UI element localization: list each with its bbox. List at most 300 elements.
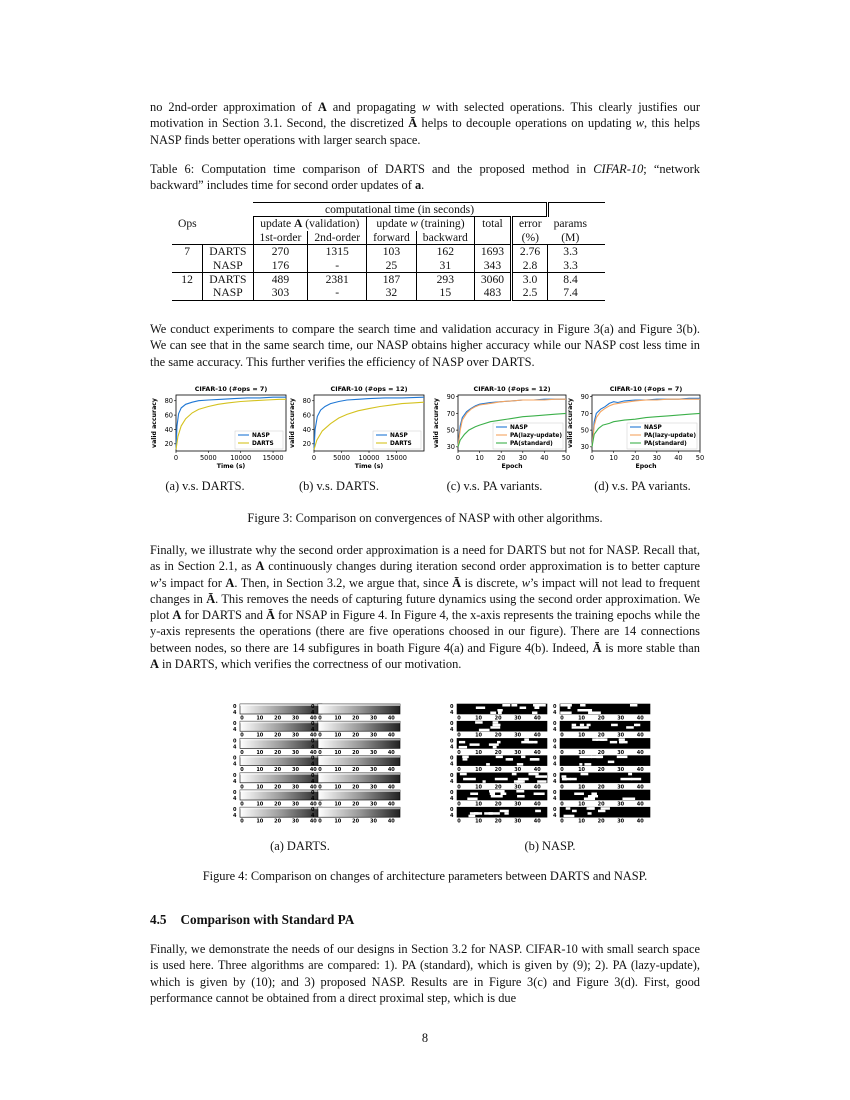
cell-method: NASP <box>203 286 253 300</box>
heatmap-y-tick: 4 <box>233 710 237 716</box>
heatmap-y-tick: 0 <box>233 738 237 745</box>
heatmap-x-tick: 40 <box>636 767 644 774</box>
heatmap-y-tick: 0 <box>311 772 315 779</box>
heatmap-x-tick: 40 <box>387 749 395 756</box>
heatmap-y-tick: 4 <box>311 796 315 802</box>
heatmap-x-tick: 0 <box>560 749 564 756</box>
cell-first: 303 <box>253 286 308 300</box>
y-axis-label: valid accuracy <box>567 398 574 448</box>
heatmap-panel <box>457 721 547 731</box>
y-tick-label: 40 <box>164 425 173 434</box>
chart-title: CIFAR-10 (#ops = 7) <box>609 385 683 393</box>
heatmap-x-tick: 20 <box>352 818 360 825</box>
heatmap-x-tick: 40 <box>387 767 395 774</box>
x-tick-label: 5000 <box>199 454 217 462</box>
fig4-subcaption-b: (b) NASP. <box>524 839 576 853</box>
cell-ops <box>172 286 203 300</box>
heatmap-x-tick: 10 <box>256 767 264 774</box>
heatmap-y-tick: 4 <box>311 727 315 734</box>
cell-total: 483 <box>474 286 511 300</box>
heatmap-x-tick: 10 <box>475 801 483 808</box>
cell-backward: 162 <box>416 245 474 259</box>
heatmap-x-tick: 0 <box>457 732 461 739</box>
heatmap-y-tick: 4 <box>233 778 237 785</box>
heatmap-cell <box>500 810 509 813</box>
x-tick-label: 30 <box>652 454 661 462</box>
heatmap-x-tick: 20 <box>352 767 360 774</box>
y-tick-label: 80 <box>164 397 173 406</box>
cell-method: DARTS <box>203 245 253 259</box>
y-tick-label: 20 <box>302 440 311 449</box>
heatmap-cell <box>563 815 574 818</box>
col-update-w: update w (training) <box>367 217 475 231</box>
cell-total: 3060 <box>474 273 511 287</box>
y-tick-label: 30 <box>580 443 589 452</box>
heatmap-x-tick: 40 <box>387 801 395 808</box>
heatmap-x-tick: 40 <box>636 818 644 825</box>
heatmap-cell <box>475 721 483 724</box>
heatmap-x-tick: 0 <box>560 767 564 774</box>
heatmap-cell <box>591 793 596 796</box>
heatmap-x-tick: 20 <box>274 715 282 722</box>
heatmap-x-tick: 20 <box>352 715 360 722</box>
heatmap-y-tick: 0 <box>233 721 237 728</box>
heatmap-band <box>240 756 322 758</box>
heatmap-y-tick: 0 <box>233 704 237 710</box>
x-axis-label: Epoch <box>501 463 523 470</box>
x-axis-label: Time (s) <box>216 463 246 470</box>
heatmap-cell <box>632 778 642 781</box>
heatmap-x-tick: 20 <box>274 767 282 774</box>
heatmap-cell <box>588 712 601 715</box>
x-tick-label: 0 <box>311 454 317 462</box>
heatmap-y-tick: 4 <box>233 727 237 734</box>
sub-forward: forward <box>367 231 417 245</box>
y-tick-label: 70 <box>446 409 455 418</box>
heatmap-x-tick: 0 <box>457 767 461 774</box>
x-tick-label: 15000 <box>386 454 407 462</box>
heatmap-cell <box>497 709 502 712</box>
x-tick-label: 15000 <box>262 454 284 462</box>
heatmap-x-tick: 0 <box>457 818 461 825</box>
heatmap-cell <box>626 726 634 729</box>
cell-backward: 15 <box>416 286 474 300</box>
heatmap-x-tick: 40 <box>533 818 541 825</box>
heatmap-x-tick: 20 <box>597 767 605 774</box>
heatmap-y-tick: 0 <box>450 755 454 762</box>
cell-params: 3.3 <box>563 245 578 259</box>
heatmap-cell <box>500 793 506 796</box>
heatmap-band <box>240 721 322 723</box>
heatmap-y-tick: 0 <box>553 790 557 796</box>
x-tick-label: 0 <box>173 454 179 462</box>
heatmap-cell <box>572 724 576 727</box>
heatmap-x-tick: 20 <box>494 715 502 722</box>
heatmap-x-tick: 10 <box>256 715 264 722</box>
heatmap-cell <box>498 712 502 715</box>
heatmap-y-tick: 0 <box>553 704 557 710</box>
heatmap-x-tick: 30 <box>617 767 625 774</box>
y-tick-label: 40 <box>302 425 311 434</box>
table-row <box>172 286 605 300</box>
heatmap-x-tick: 0 <box>240 767 244 774</box>
sub-second: 2nd-order <box>308 231 367 245</box>
heatmap-x-tick: 0 <box>457 784 461 791</box>
cell-second: - <box>308 286 367 300</box>
heatmap-x-tick: 30 <box>514 749 522 756</box>
chart-d <box>566 383 704 475</box>
heatmap-x-tick: 0 <box>560 818 564 825</box>
heatmap-x-tick: 10 <box>578 767 586 774</box>
heatmap-cell <box>584 798 595 801</box>
heatmap-x-tick: 20 <box>274 732 282 739</box>
heatmap-y-tick: 4 <box>311 761 315 768</box>
heatmap-x-tick: 0 <box>560 732 564 739</box>
heatmap-cell <box>518 778 529 781</box>
y-tick-label: 50 <box>446 426 455 435</box>
heatmap-x-tick: 30 <box>617 732 625 739</box>
table-row <box>172 259 605 273</box>
heatmap-y-tick: 0 <box>450 738 454 745</box>
heatmap-band <box>318 756 400 758</box>
heatmap-x-tick: 20 <box>597 784 605 791</box>
heatmap-x-tick: 10 <box>578 784 586 791</box>
heatmap-y-tick: 0 <box>450 772 454 779</box>
heatmap-cell <box>493 721 499 724</box>
chart-b <box>288 383 428 475</box>
x-tick-label: 20 <box>497 454 506 462</box>
header-group: computational time (in seconds) <box>253 203 548 217</box>
heatmap-band <box>240 807 322 809</box>
heatmap-band <box>240 773 322 775</box>
heatmap-y-tick: 0 <box>311 755 315 762</box>
heatmap-cell <box>571 778 577 781</box>
heatmap-x-tick: 30 <box>617 749 625 756</box>
heatmap-y-tick: 4 <box>311 710 315 716</box>
heatmap-x-tick: 30 <box>369 732 377 739</box>
heatmap-x-tick: 30 <box>291 784 299 791</box>
unit-error: (%) <box>521 230 539 244</box>
heatmap-x-tick: 20 <box>352 784 360 791</box>
heatmap-x-tick: 0 <box>560 715 564 722</box>
heatmap-y-tick: 0 <box>233 772 237 779</box>
heatmap-cell <box>611 724 618 727</box>
heatmap-x-tick: 30 <box>369 801 377 808</box>
heatmap-x-tick: 20 <box>597 732 605 739</box>
heatmap-x-tick: 40 <box>533 767 541 774</box>
cell-forward: 25 <box>367 259 417 273</box>
unit-params: (M) <box>561 230 580 244</box>
heatmap-x-tick: 10 <box>475 818 483 825</box>
heatmap-cell <box>520 707 527 710</box>
heatmap-cell <box>560 704 569 707</box>
cell-forward: 103 <box>367 245 417 259</box>
heatmap-cell <box>574 793 584 796</box>
heatmap-cell <box>511 704 517 707</box>
x-tick-label: 40 <box>674 454 683 462</box>
heatmap-y-tick: 0 <box>233 807 237 814</box>
heatmap-cell <box>517 795 525 798</box>
heatmap-x-tick: 0 <box>457 749 461 756</box>
heatmap-x-tick: 10 <box>475 767 483 774</box>
heatmap-x-tick: 0 <box>240 818 244 825</box>
heatmap-x-tick: 20 <box>352 732 360 739</box>
heatmap-x-tick: 30 <box>291 767 299 774</box>
intro-paragraph: no 2nd-order approximation of A and propagating w with selected operations. This clearly justifies our motivation in Section 3.1. Second, the discretized Ā helps to decouple operations on updating w, this helps NASP finds better operations with larger search space. <box>150 100 700 147</box>
heatmap-x-tick: 20 <box>597 818 605 825</box>
cell-total: 1693 <box>474 245 511 259</box>
heatmap-y-tick: 4 <box>450 778 454 785</box>
heatmap-band <box>318 738 400 740</box>
heatmap-x-tick: 0 <box>457 715 461 722</box>
heatmap-cell <box>601 807 610 810</box>
heatmap-y-tick: 4 <box>553 744 557 751</box>
heatmap-y-tick: 4 <box>450 813 454 820</box>
cell-method: DARTS <box>203 273 253 287</box>
heatmap-x-tick: 30 <box>617 715 625 722</box>
heatmap-cell <box>462 756 469 759</box>
heatmap-cell <box>463 758 468 761</box>
heatmap-cell <box>608 761 614 764</box>
heatmap-cell <box>490 712 496 715</box>
heatmap-y-tick: 4 <box>450 761 454 768</box>
heatmap-cell <box>535 810 541 813</box>
y-axis-label: valid accuracy <box>151 398 158 448</box>
heatmap-y-tick: 4 <box>450 727 454 734</box>
chart-title: CIFAR-10 (#ops = 12) <box>330 385 408 393</box>
heatmap-x-tick: 20 <box>597 749 605 756</box>
cell-error: 3.0 <box>512 273 548 287</box>
heatmap-cell <box>486 763 490 766</box>
x-tick-label: 0 <box>455 454 461 462</box>
heatmap-x-tick: 30 <box>514 801 522 808</box>
heatmap-y-tick: 0 <box>311 807 315 814</box>
heatmap-cell <box>537 780 546 783</box>
figure3-caption: Figure 3: Comparison on convergences of NASP with other algorithms. <box>247 511 603 525</box>
heatmap-y-tick: 4 <box>233 761 237 768</box>
heatmap-cell <box>572 810 577 813</box>
heatmap-cell <box>572 726 582 729</box>
heatmap-x-tick: 20 <box>274 818 282 825</box>
x-tick-label: 5000 <box>333 454 350 462</box>
section-title: Comparison with Standard PA <box>180 912 355 927</box>
heatmap-y-tick: 4 <box>233 813 237 820</box>
heatmap-x-tick: 40 <box>636 715 644 722</box>
heatmap-x-tick: 30 <box>369 818 377 825</box>
y-tick-label: 30 <box>446 443 455 452</box>
heatmap-y-tick: 4 <box>450 710 454 716</box>
heatmap-x-tick: 40 <box>309 784 317 791</box>
heatmap-x-tick: 10 <box>475 715 483 722</box>
legend-label: PA(lazy-update) <box>644 433 696 439</box>
heatmap-x-tick: 10 <box>334 801 342 808</box>
heatmap-cell <box>470 743 480 746</box>
heatmap-y-tick: 4 <box>450 796 454 802</box>
heatmap-cell <box>489 743 499 746</box>
heatmap-cell <box>490 726 500 729</box>
x-tick-label: 50 <box>695 454 704 462</box>
col-update-a: update A (validation) <box>253 217 367 231</box>
heatmap-x-tick: 30 <box>369 767 377 774</box>
heatmap-y-tick: 4 <box>233 744 237 751</box>
x-tick-label: 10000 <box>230 454 252 462</box>
heatmap-y-tick: 0 <box>311 704 315 710</box>
heatmap-x-tick: 20 <box>274 784 282 791</box>
y-axis-label: valid accuracy <box>289 398 296 448</box>
cell-ops <box>172 259 203 273</box>
heatmap-x-tick: 20 <box>274 801 282 808</box>
heatmap-cell <box>532 712 537 715</box>
heatmap-cell <box>534 793 545 796</box>
heatmap-cell <box>619 738 625 741</box>
heatmap-cell <box>497 741 501 744</box>
heatmap-band <box>240 704 322 706</box>
heatmap-cell <box>579 756 591 759</box>
heatmap-cell <box>528 773 538 776</box>
y-tick-label: 90 <box>446 393 455 402</box>
heatmap-cell <box>562 778 571 781</box>
heatmap-x-tick: 20 <box>597 801 605 808</box>
cell-backward: 31 <box>416 259 474 273</box>
heatmap-cell <box>533 704 546 707</box>
heatmap-cell <box>584 763 591 766</box>
heatmap-x-tick: 40 <box>387 818 395 825</box>
fig3-subcaption-b: (b) v.s. DARTS. <box>298 479 380 493</box>
heatmap-cell <box>622 798 635 801</box>
cell-second: 1315 <box>308 245 367 259</box>
x-tick-label: 10 <box>609 454 618 462</box>
heatmap-cell <box>516 790 524 793</box>
heatmap-cell <box>579 763 582 766</box>
heatmap-cell <box>517 780 523 783</box>
heatmap-cell <box>483 780 486 783</box>
heatmap-x-tick: 40 <box>533 784 541 791</box>
heatmap-x-tick: 40 <box>309 767 317 774</box>
heatmap-cell <box>628 773 632 776</box>
heatmap-x-tick: 40 <box>309 818 317 825</box>
heatmap-x-tick: 30 <box>369 715 377 722</box>
heatmap-band <box>240 738 322 740</box>
heatmap-cell <box>620 778 632 781</box>
cell-params: 7.4 <box>563 286 578 300</box>
heatmap-x-tick: 30 <box>514 732 522 739</box>
cell-params: 8.4 <box>563 273 578 287</box>
heatmap-x-tick: 30 <box>291 801 299 808</box>
heatmap-band <box>318 807 400 809</box>
cell-error: 2.76 <box>512 245 548 259</box>
heatmap-x-tick: 10 <box>578 715 586 722</box>
heatmap-cell <box>534 707 539 710</box>
heatmap-band <box>318 773 400 775</box>
heatmap-x-tick: 40 <box>533 715 541 722</box>
heatmap-x-tick: 30 <box>617 784 625 791</box>
heatmap-y-tick: 0 <box>553 755 557 762</box>
heatmap-x-tick: 0 <box>560 801 564 808</box>
sub-backward: backward <box>416 231 474 245</box>
legend-label: PA(standard) <box>644 441 687 447</box>
heatmap-cell <box>493 746 497 749</box>
heatmap-y-tick: 4 <box>553 813 557 820</box>
heatmap-x-tick: 0 <box>240 749 244 756</box>
heatmap-cell <box>587 724 591 727</box>
heatmap-y-tick: 4 <box>553 710 557 716</box>
heatmap-y-tick: 0 <box>233 790 237 796</box>
heatmap-x-tick: 10 <box>256 818 264 825</box>
heatmap-cell <box>468 815 475 818</box>
heatmap-band <box>318 790 400 792</box>
legend-label: NASP <box>252 433 270 439</box>
heatmap-cell <box>598 810 605 813</box>
heatmap-y-tick: 0 <box>553 807 557 814</box>
heatmap-x-tick: 30 <box>369 784 377 791</box>
x-axis-label: Epoch <box>635 463 657 470</box>
heatmap-x-tick: 20 <box>597 715 605 722</box>
heatmap-cell <box>495 778 508 781</box>
heatmap-panel <box>560 756 650 766</box>
y-tick-label: 60 <box>164 411 173 420</box>
heatmap-y-tick: 0 <box>450 704 454 710</box>
heatmap-x-tick: 0 <box>240 732 244 739</box>
x-tick-label: 50 <box>561 454 570 462</box>
x-tick-label: 20 <box>631 454 640 462</box>
heatmap-x-tick: 10 <box>256 801 264 808</box>
heatmap-y-tick: 0 <box>450 790 454 796</box>
heatmap-x-tick: 10 <box>334 715 342 722</box>
heatmap-x-tick: 30 <box>514 784 522 791</box>
x-axis-label: Time (s) <box>354 463 384 470</box>
heatmap-y-tick: 0 <box>311 721 315 728</box>
heatmap-cell <box>459 741 465 744</box>
heatmap-cell <box>502 704 510 707</box>
heatmap-cell <box>619 741 623 744</box>
heatmap-y-tick: 0 <box>553 738 557 745</box>
cell-ops: 7 <box>184 245 190 259</box>
heatmap-x-tick: 20 <box>494 818 502 825</box>
experiments-paragraph: We conduct experiments to compare the search time and validation accuracy in Figure 3(a) and Figure 3(b). We can see that in the same search time, our NASP obtains higher accuracy while our NASP cost less time in the same accuracy. This further verifies the efficiency of NASP over DARTS. <box>150 322 700 369</box>
heatmap-x-tick: 40 <box>636 749 644 756</box>
heatmap-cell <box>580 704 585 707</box>
heatmap-x-tick: 0 <box>318 818 322 825</box>
fig3-subcaption-a: (a) v.s. DARTS. <box>165 479 245 493</box>
heatmap-y-tick: 0 <box>553 772 557 779</box>
heatmap-x-tick: 10 <box>334 784 342 791</box>
heatmap-cell <box>581 773 589 776</box>
y-tick-label: 50 <box>580 426 589 435</box>
figure4-caption: Figure 4: Comparison on changes of architecture parameters between DARTS and NASP. <box>202 869 648 883</box>
cell-error: 2.8 <box>512 259 548 273</box>
heatmap-y-tick: 0 <box>450 807 454 814</box>
heatmap-x-tick: 30 <box>291 749 299 756</box>
heatmap-cell <box>585 709 592 712</box>
heatmap-band <box>318 721 400 723</box>
heatmap-x-tick: 30 <box>617 818 625 825</box>
fig3-subcaption-c: (c) v.s. PA variants. <box>446 479 543 493</box>
heatmap-cell <box>460 773 467 776</box>
heatmap-x-tick: 40 <box>533 732 541 739</box>
heatmap-y-tick: 4 <box>553 796 557 802</box>
heatmap-cell <box>490 793 495 796</box>
heatmap-x-tick: 20 <box>494 784 502 791</box>
heatmap-cell <box>636 724 640 727</box>
heatmap-cell <box>581 726 589 729</box>
heatmap-cell <box>588 812 592 815</box>
heatmap-x-tick: 20 <box>494 801 502 808</box>
heatmap-y-tick: 0 <box>450 721 454 728</box>
y-tick-label: 60 <box>302 411 311 420</box>
heatmap-cell <box>521 756 525 759</box>
heatmap-column <box>553 703 653 827</box>
heatmap-x-tick: 40 <box>309 801 317 808</box>
